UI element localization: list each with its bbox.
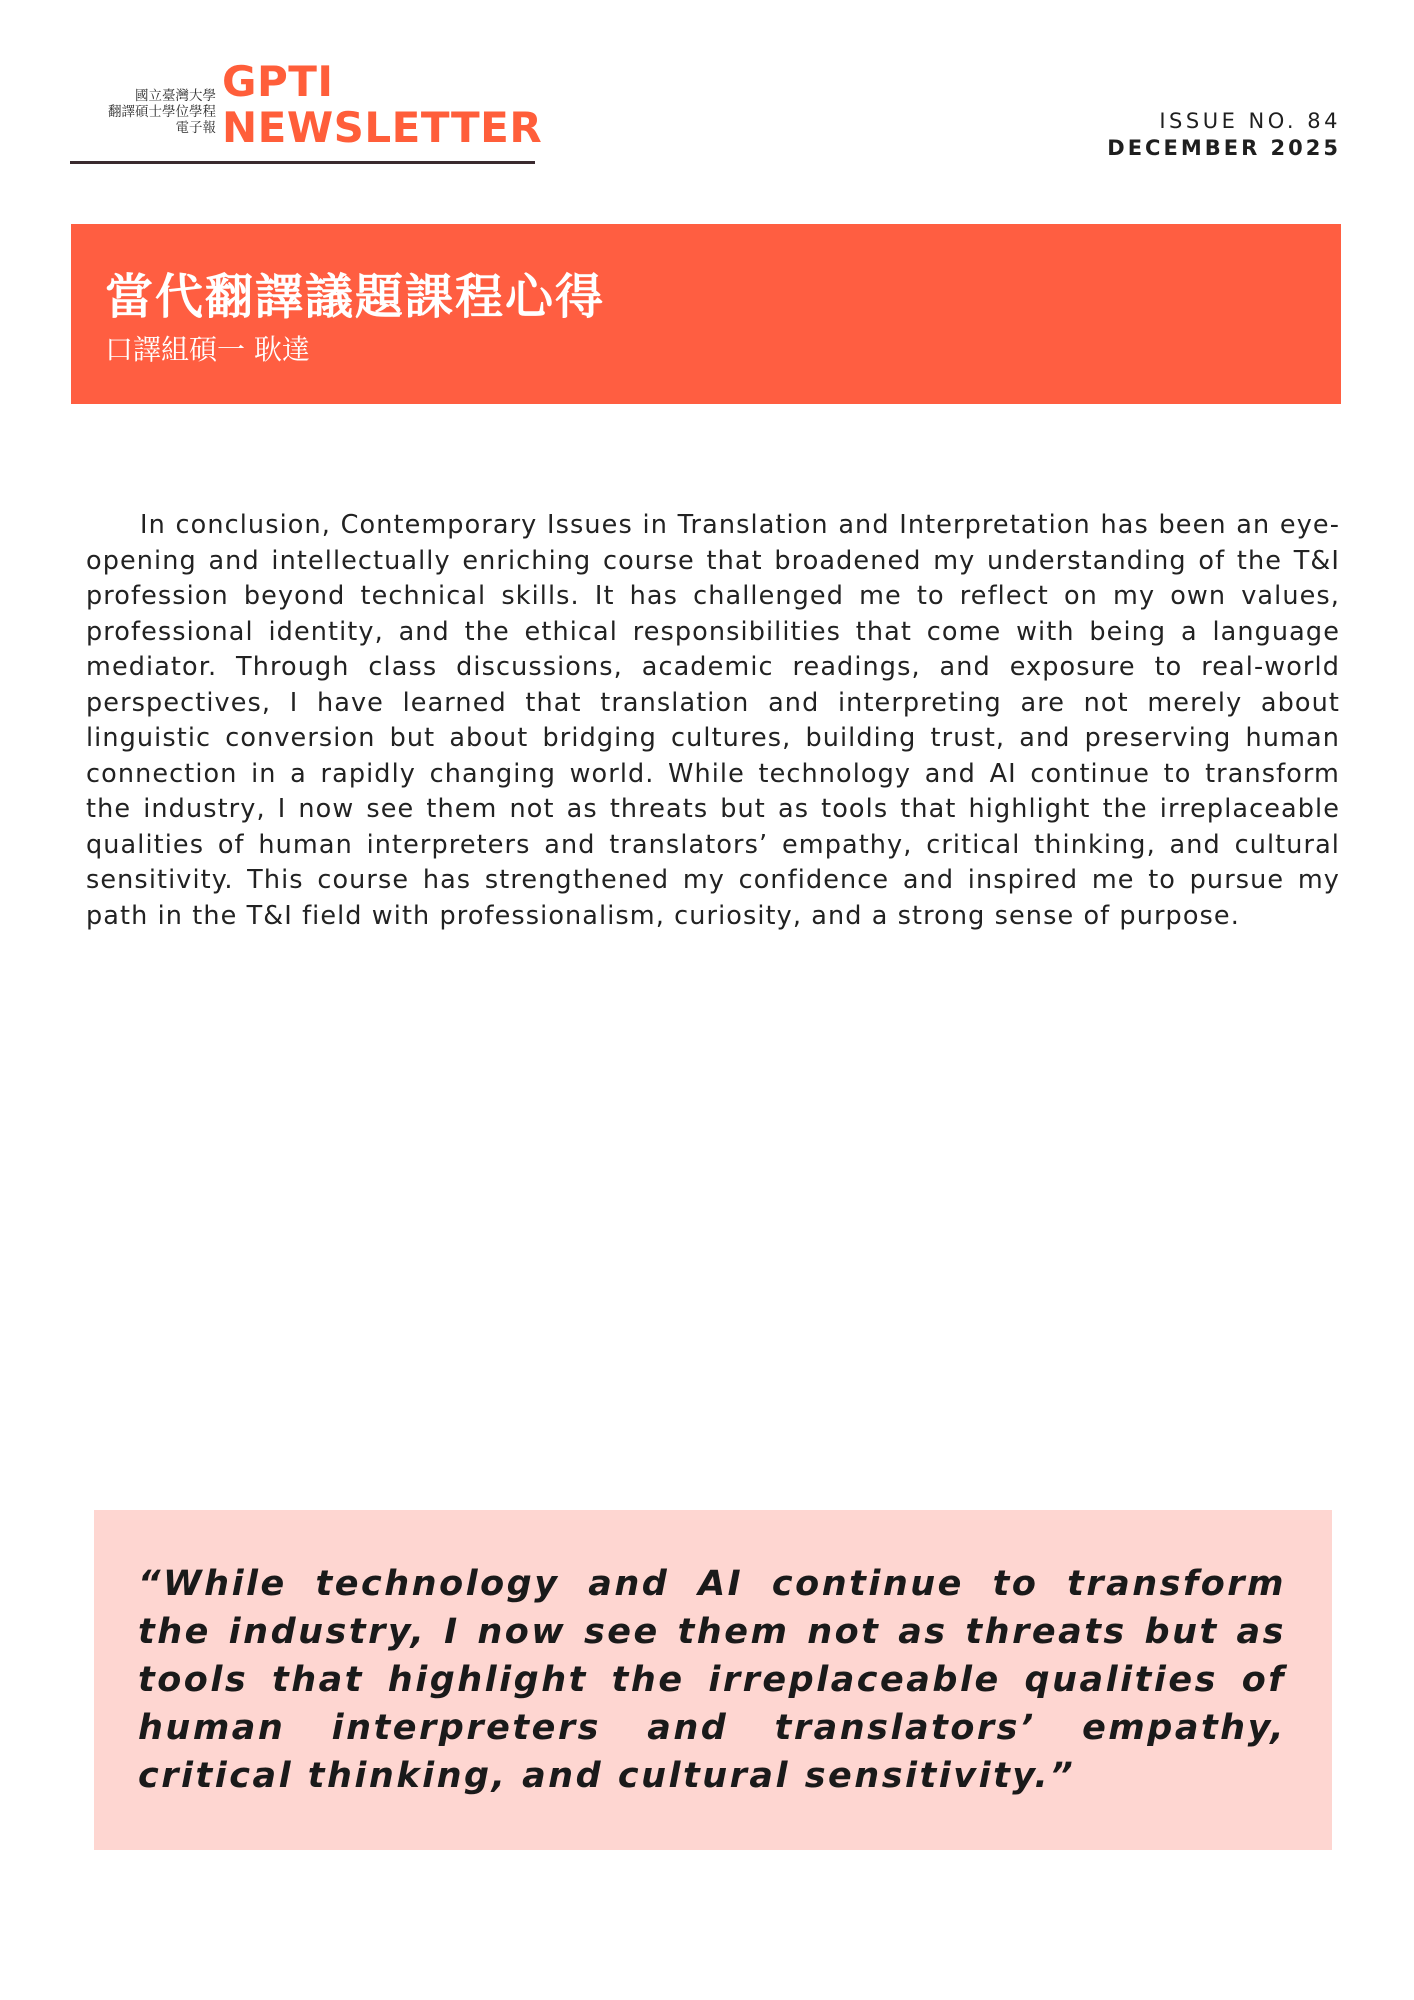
pull-quote-box	[94, 1510, 1332, 1850]
masthead	[70, 57, 543, 165]
pull-quote: “While technology and AI continue to transform the industry, I now see them not as threats but as tools that highlight the irreplaceable qualities of human interpreters and translators’ empathy, critical thinking, and cultural sensitivity.”	[138, 1564, 1286, 1796]
program-line: 翻譯碩士學位學程	[108, 104, 216, 120]
article-title: 當代翻譯議題課程心得	[105, 269, 606, 325]
logo-newsletter: NEWSLETTER	[222, 103, 543, 152]
newsletter-logo	[222, 57, 543, 152]
article-body: In conclusion, Contemporary Issues in Translation and Interpretation has been an eye-opening and intellectually enriching course that broadened my understanding of the T&I profession beyond technical skills. It has challenged me to reflect on my own values, professional identity, and the ethical responsibilities that come with being a language mediator. Through class discussions, academic readings, and exposure to real-world perspectives, I have learned that translation and interpreting are not merely about linguistic conversion but about bridging cultures, building trust, and preserving human connection in a rapidly changing world. While technology and AI continue to transform the industry, I now see them not as threats but as tools that highlight the irreplaceable qualities of human interpreters and translators’ empathy, critical thinking, and cultural sensitivity. This course has strengthened my confidence and inspired me to pursue my path in the T&I field with professionalism, curiosity, and a strong sense of purpose.	[86, 510, 1340, 931]
university-name	[70, 88, 216, 136]
issue-number: ISSUE NO. 84	[1159, 109, 1341, 133]
university-line: 國立臺灣大學	[135, 88, 216, 104]
newsletter-line: 電子報	[175, 120, 216, 136]
article-title-banner	[71, 224, 1341, 404]
masthead-divider	[70, 161, 535, 164]
issue-info	[1107, 108, 1341, 162]
article-byline: 口譯組碩一 耿達	[105, 333, 310, 366]
logo-gpti: GPTI	[222, 57, 334, 106]
issue-date: DECEMBER 2025	[1107, 136, 1341, 160]
